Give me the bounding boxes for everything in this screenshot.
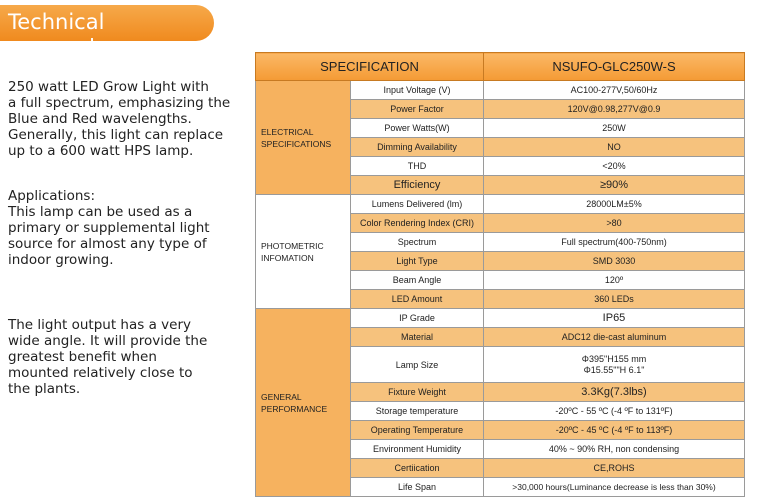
param-cell: Material: [351, 328, 484, 347]
output-line: greatest benefit when: [8, 349, 157, 365]
applications-line: This lamp can be used as a: [8, 204, 193, 220]
category-electrical: ELECTRICAL SPECIFICATIONS: [256, 81, 351, 195]
value-cell: -20ºC - 55 ºC (-4 ºF to 131ºF): [484, 402, 745, 421]
param-cell: Beam Angle: [351, 271, 484, 290]
param-cell: Operating Temperature: [351, 421, 484, 440]
param-cell: Lumens Delivered (lm): [351, 195, 484, 214]
value-cell: -20ºC - 45 ºC (-4 ºF to 113ºF): [484, 421, 745, 440]
value-cell: SMD 3030: [484, 252, 745, 271]
spec-header-row: [256, 53, 745, 81]
intro-line: 250 watt LED Grow Light with: [8, 79, 209, 95]
param-cell: Life Span: [351, 478, 484, 497]
value-cell: 40% ~ 90% RH, non condensing: [484, 440, 745, 459]
intro-line: a full spectrum, emphasizing the: [8, 95, 231, 111]
table-row: [256, 81, 745, 100]
param-cell: Color Rendering Index (CRI): [351, 214, 484, 233]
param-cell: Lamp Size: [351, 347, 484, 383]
value-cell: IP65: [484, 309, 745, 328]
spec-header: SPECIFICATION: [256, 53, 484, 81]
output-line: mounted relatively close to: [8, 365, 193, 381]
param-cell: IP Grade: [351, 309, 484, 328]
value-cell: AC100-277V,50/60Hz: [484, 81, 745, 100]
table-row: [256, 195, 745, 214]
applications-paragraph: [8, 188, 210, 268]
applications-line: source for almost any type of: [8, 236, 207, 252]
output-line: wide angle. It will provide the: [8, 333, 208, 349]
output-line: The light output has a very: [8, 317, 191, 333]
value-cell: [484, 347, 745, 383]
intro-line: up to a 600 watt HPS lamp.: [8, 143, 194, 159]
value-cell: 120V@0.98,277V@0.9: [484, 100, 745, 119]
value-cell: ≥90%: [484, 176, 745, 195]
param-cell: Fixture Weight: [351, 383, 484, 402]
intro-paragraph: [8, 79, 230, 159]
category-general: GENERAL PERFORMANCE: [256, 309, 351, 497]
value-cell: CE,ROHS: [484, 459, 745, 478]
intro-line: Blue and Red wavelengths.: [8, 111, 192, 127]
value-cell: 28000LM±5%: [484, 195, 745, 214]
banner-title: Technical parameters: [8, 10, 130, 58]
value-cell: ADC12 die-cast aluminum: [484, 328, 745, 347]
param-cell: Light Type: [351, 252, 484, 271]
value-cell: 120º: [484, 271, 745, 290]
category-photometric: PHOTOMETRIC INFOMATION: [256, 195, 351, 309]
lamp-size-mm: Φ395"H155 mm: [581, 353, 647, 364]
param-cell: Input Voltage (V): [351, 81, 484, 100]
spec-table: [255, 52, 745, 497]
param-cell: Certiication: [351, 459, 484, 478]
section-banner: [0, 5, 214, 58]
value-cell: >80: [484, 214, 745, 233]
output-line: the plants.: [8, 381, 81, 397]
intro-line: Generally, this light can replace: [8, 127, 224, 143]
param-cell: THD: [351, 157, 484, 176]
applications-line: Applications:: [8, 188, 96, 204]
lamp-size-in: Φ15.55""H 6.1": [583, 364, 645, 375]
param-cell: Spectrum: [351, 233, 484, 252]
output-paragraph: [8, 317, 207, 397]
value-cell: Full spectrum(400-750nm): [484, 233, 745, 252]
model-header: NSUFO-GLC250W-S: [484, 53, 745, 81]
param-cell: Storage temperature: [351, 402, 484, 421]
param-cell: Efficiency: [351, 176, 484, 195]
param-cell: Environment Humidity: [351, 440, 484, 459]
value-cell: 360 LEDs: [484, 290, 745, 309]
value-cell: >30,000 hours(Luminance decrease is less than 30%): [484, 478, 745, 497]
value-cell: 250W: [484, 119, 745, 138]
param-cell: Dimming Availability: [351, 138, 484, 157]
value-cell: NO: [484, 138, 745, 157]
applications-line: indoor growing.: [8, 252, 114, 268]
param-cell: Power Watts(W): [351, 119, 484, 138]
param-cell: Power Factor: [351, 100, 484, 119]
param-cell: LED Amount: [351, 290, 484, 309]
table-row: [256, 309, 745, 328]
value-cell: 3.3Kg(7.3lbs): [484, 383, 745, 402]
applications-line: primary or supplemental light: [8, 220, 210, 236]
value-cell: <20%: [484, 157, 745, 176]
